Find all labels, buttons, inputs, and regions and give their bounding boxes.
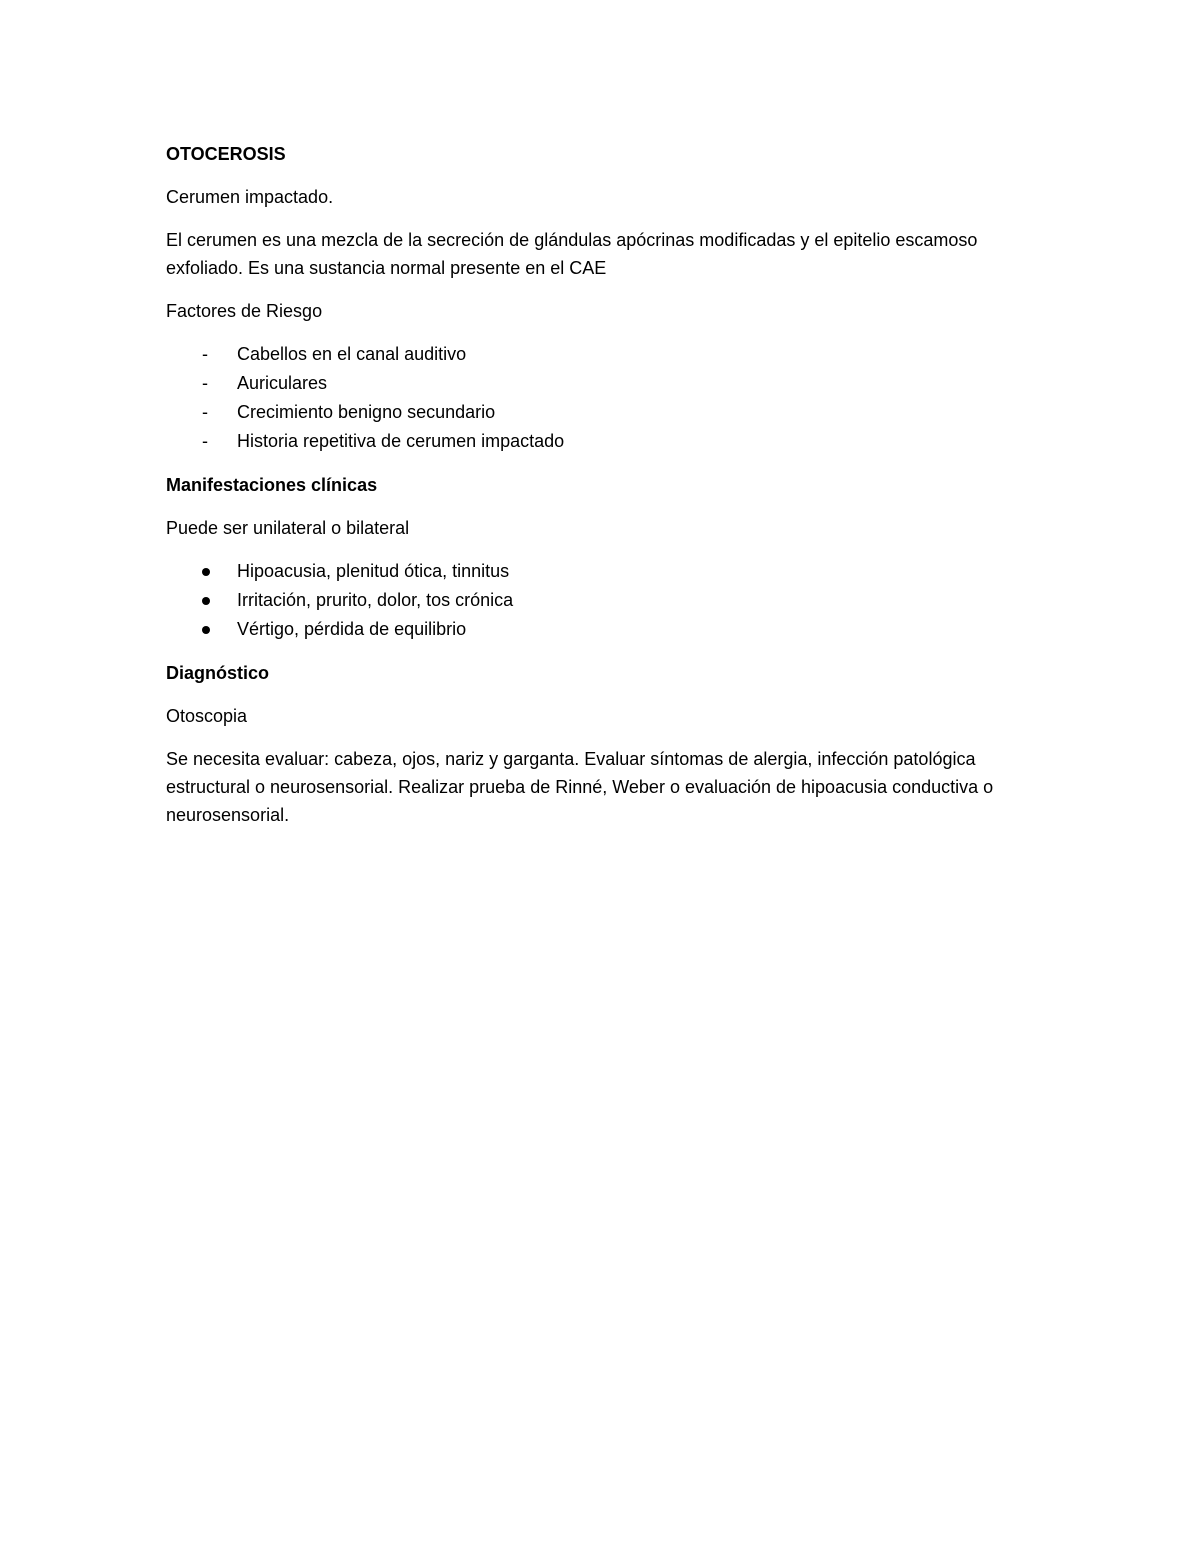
list-item-text: Historia repetitiva de cerumen impactado (237, 431, 565, 451)
list-item-text: Crecimiento benigno secundario (237, 402, 496, 422)
manifestations-heading: Manifestaciones clínicas (166, 475, 378, 495)
dash-marker: - (202, 373, 208, 393)
document-page (166, 140, 1046, 844)
list-item (166, 340, 1046, 369)
dash-marker: - (202, 402, 208, 422)
document-title: OTOCEROSIS (166, 144, 286, 164)
dash-marker: - (202, 344, 208, 364)
intro-paragraph: El cerumen es una mezcla de la secreción de glándulas apócrinas modificadas y el epitelio escamoso exfoliado. Es una sustancia normal presente en el CAE (166, 230, 978, 278)
list-item-text: Cabellos en el canal auditivo (237, 344, 467, 364)
risk-list (166, 340, 1046, 456)
list-item (166, 369, 1046, 398)
risk-heading: Factores de Riesgo (166, 301, 323, 321)
bullet-icon (202, 568, 210, 576)
list-item-text: Auriculares (237, 373, 328, 393)
bullet-icon (202, 626, 210, 634)
diagnosis-heading: Diagnóstico (166, 663, 270, 683)
bullet-icon (202, 597, 210, 605)
list-item (166, 615, 1046, 644)
list-item (166, 398, 1046, 427)
diagnosis-subheading: Otoscopia (166, 706, 248, 726)
list-item (166, 586, 1046, 615)
list-item-text: Vértigo, pérdida de equilibrio (237, 619, 467, 639)
list-item (166, 557, 1046, 586)
diagnosis-paragraph: Se necesita evaluar: cabeza, ojos, nariz y garganta. Evaluar síntomas de alergia, infección patológica estructural o neurosensorial. Realizar prueba de Rinné, Weber o evaluación de hipoacusia conductiva o neurosensorial. (166, 749, 994, 825)
dash-marker: - (202, 431, 208, 451)
list-item-text: Irritación, prurito, dolor, tos crónica (237, 590, 514, 610)
subtitle: Cerumen impactado. (166, 187, 334, 207)
manifestations-list (166, 557, 1046, 644)
manifestations-intro: Puede ser unilateral o bilateral (166, 518, 410, 538)
list-item (166, 427, 1046, 456)
list-item-text: Hipoacusia, plenitud ótica, tinnitus (237, 561, 510, 581)
